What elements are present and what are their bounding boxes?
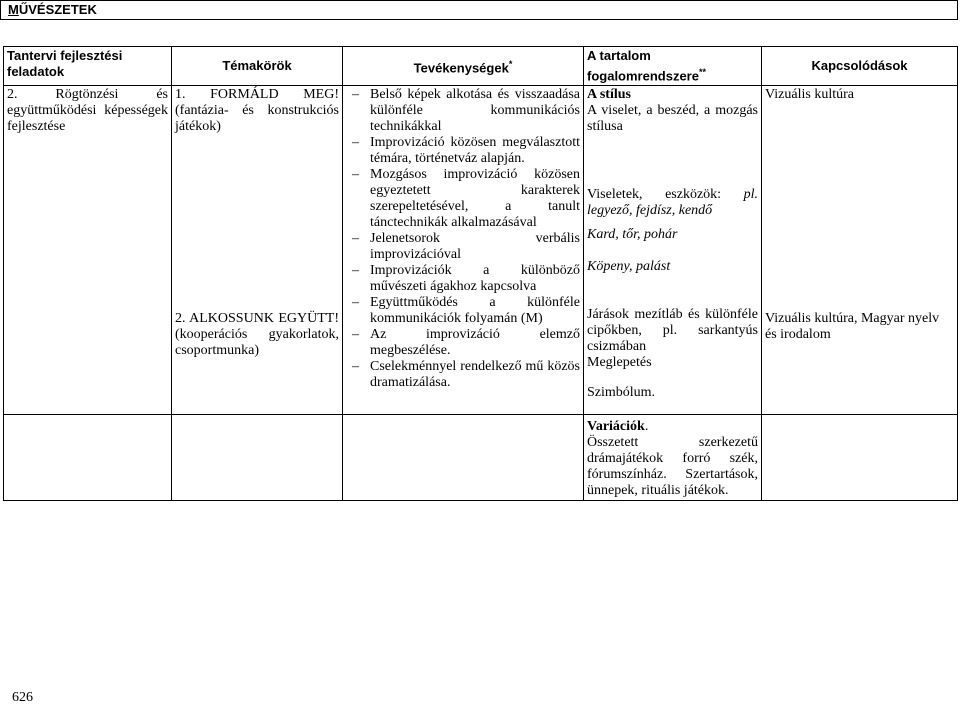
header-activities: Tevékenységek*: [343, 47, 584, 86]
link-visual-culture: Vizuális kultúra: [765, 87, 854, 103]
concept-style-text: A viselet, a beszéd, a mozgás stílusa: [587, 103, 758, 135]
activity-list: [346, 87, 580, 391]
variations-cell: Variációk. Összetett szerkezetű drámajátékok forró szék, fórumszínház. Szertartások, ünnepek, rituális játékok.: [584, 415, 762, 501]
concept-style-title: A stílus: [587, 87, 631, 103]
activity-item: – Improvizációk a különböző művészeti ágakhoz kapcsolva: [346, 263, 580, 295]
activity-item: – Az improvizáció elemző megbeszélése.: [346, 327, 580, 359]
running-header: [0, 0, 958, 20]
activity-item: – Mozgásos improvizáció közösen egyeztetett karakterek szerepeltetésével, a tanult tánctechnikák alkalmazásával: [346, 167, 580, 231]
empty-cell: [762, 415, 958, 501]
topic-1: 1. FORMÁLD MEG! (fantázia- és konstrukciós játékok): [175, 87, 339, 135]
page-number: 626: [12, 690, 33, 705]
concept-costumes: Viseletek, eszközök: pl. legyező, fejdísz, kendő: [587, 187, 758, 219]
header-topics: Témakörök: [172, 47, 343, 86]
link-visual-and-literature: Vizuális kultúra, Magyar nyelv és irodalom: [765, 311, 940, 343]
activity-item: – Cselekménnyel rendelkező mű közös dramatizálása.: [346, 359, 580, 391]
activity-item: – Együttműködés a különféle kommunikációk folyamán (M): [346, 295, 580, 327]
concept-walks: Járások mezítláb és különféle cipőkben, pl. sarkantyús csizmában: [587, 307, 758, 355]
concept-surprise: Meglepetés: [587, 355, 652, 371]
concept-cloaks: Köpeny, palást: [587, 259, 671, 275]
concepts-cell: [584, 86, 762, 415]
table-header-row: [4, 47, 958, 86]
header-tasks: Tantervi fejlesztési feladatok: [4, 47, 172, 86]
concept-props: Kard, tőr, pohár: [587, 227, 678, 243]
table-row: [4, 415, 958, 501]
links-cell: [762, 86, 958, 415]
empty-cell: [343, 415, 584, 501]
page-section-title: MŰVÉSZETEK: [8, 2, 97, 17]
empty-cell: [4, 415, 172, 501]
curriculum-table: [3, 46, 958, 501]
header-links: Kapcsolódások: [762, 47, 958, 86]
empty-cell: [172, 415, 343, 501]
activity-item: – Belső képek alkotása és visszaadása különféle kommunikációs technikákkal: [346, 87, 580, 135]
activity-item: – Jelenetsorok verbális improvizációval: [346, 231, 580, 263]
table-row: [4, 86, 958, 415]
topic-2: 2. ALKOSSUNK EGYÜTT! (kooperációs gyakorlatok, csoportmunka): [175, 311, 339, 359]
concept-symbol: Szimbólum.: [587, 385, 656, 401]
header-concepts: A tartalom fogalomrendszere**: [584, 47, 762, 86]
variations-text: Összetett szerkezetű drámajátékok forró szék, fórumszínház. Szertartások, ünnepek, rituális játékok.: [587, 435, 758, 499]
activities-cell: [343, 86, 584, 415]
task-cell: 2. Rögtönzési és együttműködési képességek fejlesztése: [4, 86, 172, 415]
activity-item: – Improvizáció közösen megválasztott témára, történetváz alapján.: [346, 135, 580, 167]
topics-cell: [172, 86, 343, 415]
